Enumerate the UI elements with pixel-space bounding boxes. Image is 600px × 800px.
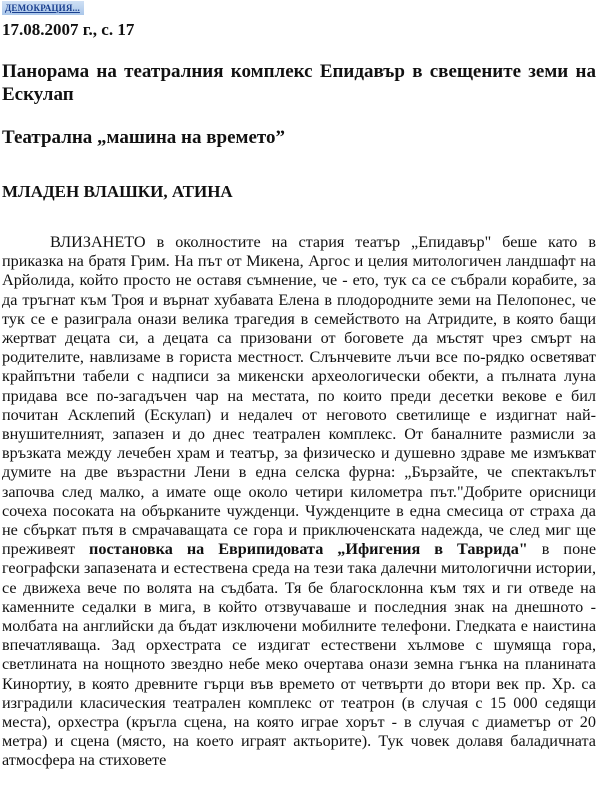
- publication-date: 17.08.2007 г., с. 17: [2, 20, 135, 39]
- article-title: Панорама на театралния комплекс Епидавър в свещените земи на Ескулап: [2, 61, 596, 105]
- article-author: МЛАДЕН ВЛАШКИ, АТИНА: [2, 182, 233, 201]
- body-text-part1: ВЛИЗАНЕТО в околностите на стария театър „Епидавър" беше като в приказка на братя Грим. На път от Микена, Аргос и целия митологичен ландшафт на Арйолида, който просто не оставя съмнение, че - ето, тук са се събрали корабите, за да тръгнат към Троя и върнат хубавата Елена в плодородните земи на Пелопонес, че тук се е разиграла онази велика трагедия в семейството на Атридите, в която бащи жертват децата си, а децата са призовани от боговете да мъстят чрез смърт на родителите, навлизаме в гориста местност. Слънчевите лъчи все по-рядко осветяват крайпътни табели с надписи за микенски археологически обекти, а пълната луна придава все по-загадъчен чар на местата, по които преди десетки векове е бил почитан Асклепий (Ескулап) и недалеч от неговото светилище е издигнат най-внушителният, запазен и до днес театрален комплекс. От баналните размисли за връзката между лечебен храм и театър, за физическо и душевно здраве ме измъкват думите на две възрастни Лени в една селска фурна: „Бързайте, че спектакълът започва след малко, а имате още около четири километра път."Добрите орисници сочеха посоката на объркaните чужденци. Чужденците в една смесица от страха да не сбъркат пътя в смрачаващата се гора и приключенската надежда, че след миг ще преживеят: [2, 233, 596, 559]
- article-subtitle: Театрална „машина на времето”: [2, 127, 285, 148]
- article-body: [2, 233, 596, 771]
- newspaper-logo: ДЕМОКРАЦИЯ...: [2, 1, 84, 15]
- body-text-bold: постановка на Еврипидовата „Ифигения в Таврида": [89, 540, 528, 559]
- body-text-part2: в поне географски запазената и естествена среда на тези така далечни митологични истории, се движеха вече по волята на съдбата. Тя бе благосклонна към тях и ги отведе на каменните седалки в мига, в който отзвучаваше и последния знак на днешното - молбата на английски да бъдат изключени мобилните телефони. Гледката е наистина впечатляваща. Зад орхестрата се издигат естествени хълмове с шумяща гора, светлината на нощното звездно небе меко очертава онази земна гънка на планината Кинортиу, в която древните гърци във времето от четвърти до втори век пр. Хр. са изградили класическия театрален комплекс от театрон (в случая с 15 000 седящи места), орхестра (кръгла сцена, на която играе хорът - в случая с диаметър от 20 метра) и сцена (място, на което играят актьорите). Тук човек долавя баладичната атмосфера на стиховете: [2, 540, 597, 770]
- body-paragraph: [2, 233, 596, 771]
